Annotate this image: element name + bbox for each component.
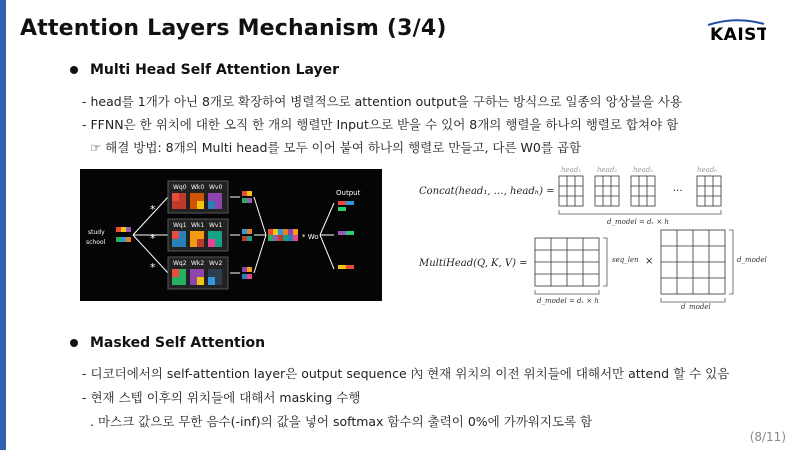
left-matrix-dim-label: d_model = dᵥ × h bbox=[537, 297, 599, 305]
head-1-wq: Wq1 bbox=[173, 222, 187, 229]
slide-title: Attention Layers Mechanism (3/4) bbox=[20, 16, 447, 41]
head-label-1: head₁ bbox=[561, 166, 582, 174]
section1-line-3: ☞ 해결 방법: 8개의 Multi head를 모두 이어 붙여 하나의 행렬로 만들고, 다른 W0를 곱함 bbox=[90, 140, 582, 155]
head-grid-3 bbox=[631, 176, 655, 206]
right-matrix-side-label: d_model bbox=[737, 256, 767, 264]
head-0-wq: Wq0 bbox=[173, 184, 187, 191]
section1-heading bbox=[70, 62, 339, 78]
section2-line-2: - 현재 스텝 이후의 위치들에 대해서 masking 수행 bbox=[82, 390, 361, 405]
right-matrix-bracket bbox=[661, 298, 725, 302]
section2-heading bbox=[70, 335, 265, 351]
times-symbol: × bbox=[645, 256, 654, 267]
head-2-wq: Wq2 bbox=[173, 260, 187, 267]
input-word-study: study bbox=[88, 229, 105, 236]
right-matrix-side-bracket bbox=[729, 230, 733, 294]
head-2-wv: Wv2 bbox=[209, 260, 223, 267]
multihead-diagram-svg bbox=[80, 169, 382, 301]
section2-line-3: . 마스크 값으로 무한 음수(-inf)의 값을 넣어 softmax 함수의 출력이 0%에 가까워지도록 함 bbox=[90, 414, 593, 429]
multihead-equation: MultiHead(Q, K, V) = bbox=[419, 258, 528, 269]
head-2-weights bbox=[168, 257, 228, 289]
head-grid-1 bbox=[559, 176, 583, 206]
output-label: Output bbox=[336, 189, 361, 197]
head-0-weights bbox=[168, 181, 228, 213]
input-word-school: school bbox=[86, 239, 106, 246]
concat-ellipsis: ··· bbox=[673, 186, 683, 197]
head-0-wv: Wv0 bbox=[209, 184, 223, 191]
multihead-left-matrix bbox=[535, 238, 599, 286]
head-label-2: head₂ bbox=[597, 166, 618, 174]
input-embedding bbox=[116, 227, 131, 242]
head-1-weights bbox=[168, 219, 228, 251]
page-number: (8/11) bbox=[749, 430, 786, 444]
seq-len-label: seq_len bbox=[612, 256, 639, 264]
seq-len-bracket bbox=[603, 238, 607, 286]
head-label-3: head₃ bbox=[633, 166, 654, 174]
head-grid-h bbox=[697, 176, 721, 206]
multiply-star-1: * bbox=[150, 232, 156, 245]
logo-text: KAIST bbox=[710, 25, 766, 44]
multihead-right-matrix bbox=[661, 230, 725, 294]
head-0-wk: Wk0 bbox=[191, 184, 205, 191]
accent-bar bbox=[0, 0, 6, 450]
concat-block bbox=[268, 229, 298, 241]
bullet-dot bbox=[70, 339, 78, 347]
section1-line-1: - head를 1개가 아닌 8개로 확장하여 병렬적으로 attention output을 구하는 방식으로 일종의 앙상블을 사용 bbox=[82, 94, 683, 109]
head-2-wk: Wk2 bbox=[191, 260, 205, 267]
bullet-dot bbox=[70, 66, 78, 74]
concat-bracket bbox=[559, 210, 721, 214]
multiply-star-0: * bbox=[150, 203, 156, 216]
section1-heading-text: Multi Head Self Attention Layer bbox=[90, 62, 340, 78]
left-matrix-bracket bbox=[535, 290, 599, 294]
multihead-diagram bbox=[80, 169, 382, 301]
section2-line-1: - 디코더에서의 self-attention layer은 output sequence 內 현재 위치의 이전 위치들에 대해서만 attend 할 수 있음 bbox=[82, 366, 730, 381]
head-1-wk: Wk1 bbox=[191, 222, 205, 229]
output-block bbox=[338, 201, 354, 269]
section2-heading-text: Masked Self Attention bbox=[90, 335, 266, 351]
right-matrix-dim-label: d_model bbox=[681, 303, 711, 310]
concat-equation: Concat(head₁, …, headₕ) = bbox=[419, 186, 555, 197]
multiply-star-2: * bbox=[150, 261, 156, 274]
head-1-wv: Wv1 bbox=[209, 222, 223, 229]
head-label-h: headₕ bbox=[697, 166, 718, 174]
concat-dim-label: d_model = dᵥ × h bbox=[607, 218, 669, 226]
section1-line-2: - FFNN은 한 위치에 대한 오직 한 개의 행렬만 Input으로 받을 수 있어 8개의 행렬을 하나의 행렬로 합쳐야 함 bbox=[82, 117, 679, 132]
head-outputs bbox=[242, 191, 252, 279]
kaist-logo bbox=[706, 18, 766, 44]
w0-label: * Wo bbox=[302, 233, 319, 241]
head-grid-2 bbox=[595, 176, 619, 206]
equations-figure bbox=[415, 158, 785, 310]
